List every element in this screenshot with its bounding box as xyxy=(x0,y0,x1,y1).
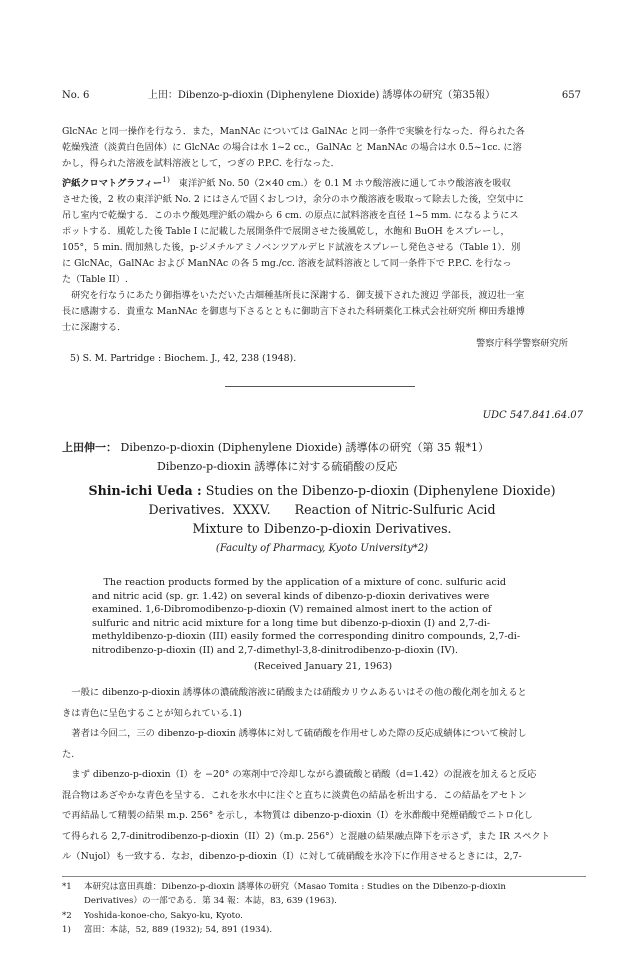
method-reference: 1) xyxy=(162,175,171,184)
text-line: きは青色に呈色することが知られている.1) xyxy=(62,707,242,719)
text-line: た. xyxy=(62,748,75,760)
text-line: 混合物はあざやかな青色を呈する．これを氷水中に注ぐと直ちに淡黄色の結晶を析出する．この結晶をアセトン xyxy=(62,789,527,801)
text-line: た（Table II）. xyxy=(62,274,128,286)
text-line: 吊し室内で乾燥する．このホウ酸処理沪紙の端から 6 cm. の原点に試料溶液を直径 1~5 mm. になるようにス xyxy=(62,210,519,222)
text-line: させた後，2 枚の東洋沪紙 No. 2 にはさんで固くおしつけ，余分のホウ酸溶液を吸取って除去した後，空気中に xyxy=(62,194,524,206)
footnote xyxy=(62,909,586,923)
issue-number: No. 6 xyxy=(62,90,90,101)
previous-reference xyxy=(62,351,586,367)
section-divider xyxy=(225,386,415,387)
footnote-text: Yoshida-konoe-cho, Sakyo-ku, Kyoto. xyxy=(84,910,243,921)
text-line: まず dibenzo-p-dioxin（I）を −20° の寒剤中で冷却しながら濃硫酸と硝酸（d=1.42）の混液を加えると反応 xyxy=(71,769,537,780)
footnote-mark: 1) xyxy=(62,924,71,935)
received-date: (Received January 21, 1963) xyxy=(253,660,393,672)
abstract-line: methyldibenzo-p-dioxin (III) easily formed the corresponding dinitro compounds, 2,7-di- xyxy=(92,631,521,643)
text-line: 長に感謝する．貴重な ManNAc を御恵与下さるとともに御助言下された科研薬化工株式会社研究所 柳田秀雄博 xyxy=(62,306,525,318)
footnote-text: 本研究は富田真雄：Dibenzo-p-dioxin 誘導体の研究（Masao Tomita : Studies on the Dibenzo-p-dioxin xyxy=(84,882,506,892)
running-title: 上田：Dibenzo-p-dioxin (Diphenylene Dioxide) 誘導体の研究（第35報） xyxy=(147,90,496,101)
abstract-line: nitrodibenzo-p-dioxin (II) and 2,7-dimethyl-3,8-dinitrodibenzo-p-dioxin (IV). xyxy=(92,644,459,656)
text-line: 士に深謝する． xyxy=(62,322,127,334)
abstract-line: and nitric acid (sp. gr. 1.42) on several kinds of dibenzo-p-dioxin derivatives were xyxy=(92,590,490,602)
text-line: ポットする．風乾した後 Table I に記載した展開条件で展開させた後風乾し，水飽和 BuOH をスプレーし， xyxy=(62,226,510,238)
japanese-title xyxy=(62,438,582,476)
title-en-line3: Mixture to Dibenzo-p-dioxin Derivatives. xyxy=(192,521,452,536)
text-line: 乾燥残渣（淡黄白色固体）に GlcNAc の場合は水 1~2 cc.，GalNAc と ManNAc の場合は水 0.5~1cc. に溶 xyxy=(62,142,522,153)
introduction xyxy=(62,683,586,868)
abstract xyxy=(92,576,554,673)
footnote-text: 富田：本誌，52, 889 (1932); 54, 891 (1934). xyxy=(84,924,273,935)
method-paragraph xyxy=(62,172,586,192)
page-number: 657 xyxy=(561,90,581,101)
text-line: で再結晶して精製の結果 m.p. 256° を示し，本物質は dibenzo-p-dioxin（I）を氷酢酸中発煙硝酸でニトロ化し xyxy=(62,810,534,821)
footnote xyxy=(62,923,586,937)
method-heading: 沪紙クロマトグラフィー xyxy=(62,178,163,190)
footnote-mark: *1 xyxy=(62,882,72,892)
institution: 警察庁科学警察研究所 xyxy=(476,338,568,350)
text-line: GlcNAc と同一操作を行なう．また，ManNAc については GalNAc と同一条件で実験を行なった．得られた各 xyxy=(62,126,525,137)
footnotes xyxy=(62,876,586,937)
previous-article-continuation xyxy=(62,124,586,352)
text-line: 105°，5 min. 間加熱した後，p-ジメチルアミノベンツアルデヒド試液をスプレーし発色させる（Table 1）．別 xyxy=(62,242,521,254)
text-line: ル（Nujol）も一致する．なお，dibenzo-p-dioxin（I）に対して硫硝酸を氷冷下に作用させるときには，2,7- xyxy=(62,851,522,862)
title-en-line2: Derivatives. XXXV. Reaction of Nitric-Sulfuric Acid xyxy=(148,502,496,517)
abstract-line: The reaction products formed by the application of a mixture of conc. sulfuric acid xyxy=(103,577,507,588)
text-line: かし，得られた溶液を試料溶液として，つぎの P.P.C. を行なった． xyxy=(62,158,340,169)
footnote xyxy=(62,880,586,894)
author-name-en: Shin-ichi Ueda : xyxy=(88,483,202,498)
title-jp-line2: Dibenzo-p-dioxin 誘導体に対する硫硝酸の反応 xyxy=(157,460,398,473)
affiliation: (Faculty of Pharmacy, Kyoto University*2) xyxy=(215,543,429,554)
text-line: 東洋沪紙 No. 50（2×40 cm.）を 0.1 M ホウ酸溶液に通してホウ酸溶液を吸収 xyxy=(178,178,511,190)
footnote-mark: *2 xyxy=(62,910,72,921)
author-name-jp: 上田伸一： xyxy=(62,441,117,454)
abstract-line: sulfuric and nitric acid mixture for a long time but dibenzo-p-dioxin (I) and 2,7-di- xyxy=(92,617,491,629)
title-jp-line1: Dibenzo-p-dioxin (Diphenylene Dioxide) 誘導体の研究（第 35 報*1） xyxy=(120,441,490,454)
footnote-continuation: Derivatives）の一部である．第 34 報：本誌，83, 639 (1963). xyxy=(84,896,337,907)
text-line: て得られる 2,7-dinitrodibenzo-p-dioxin（II）2)（m.p. 256°）と混融の結果融点降下を示さず，また IR スペクト xyxy=(62,830,551,842)
text-line: 一般に dibenzo-p-dioxin 誘導体の濃硫酸溶液に硝酸または硝酸カリウムあるいはその他の酸化剤を加えると xyxy=(71,687,527,698)
title-en-line1: Studies on the Dibenzo-p-dioxin (Diphenylene Dioxide) xyxy=(205,483,556,498)
reference-item: 5) S. M. Partridge : Biochem. J., 42, 238 (1948). xyxy=(70,353,297,364)
text-line: に GlcNAc，GalNAc および ManNAc の各 5 mg./cc. 溶液を試料溶液として同一条件下で P.P.C. を行なっ xyxy=(62,258,512,270)
running-header xyxy=(50,88,593,104)
text-line: 著者は今回二，三の dibenzo-p-dioxin 誘導体に対して硫硝酸を作用せしめた際の反応成績体について検討し xyxy=(71,728,527,739)
text-line: 研究を行なうにあたり御指導をいただいた古畑種基所長に深謝する．御支援下された渡辺 学部長，渡辺壮一室 xyxy=(71,290,525,302)
udc-code: UDC 547.841.64.07 xyxy=(482,410,583,421)
abstract-line: examined. 1,6-Dibromodibenzo-p-dioxin (V) remained almost inert to the action of xyxy=(92,604,492,616)
english-title xyxy=(60,481,584,538)
